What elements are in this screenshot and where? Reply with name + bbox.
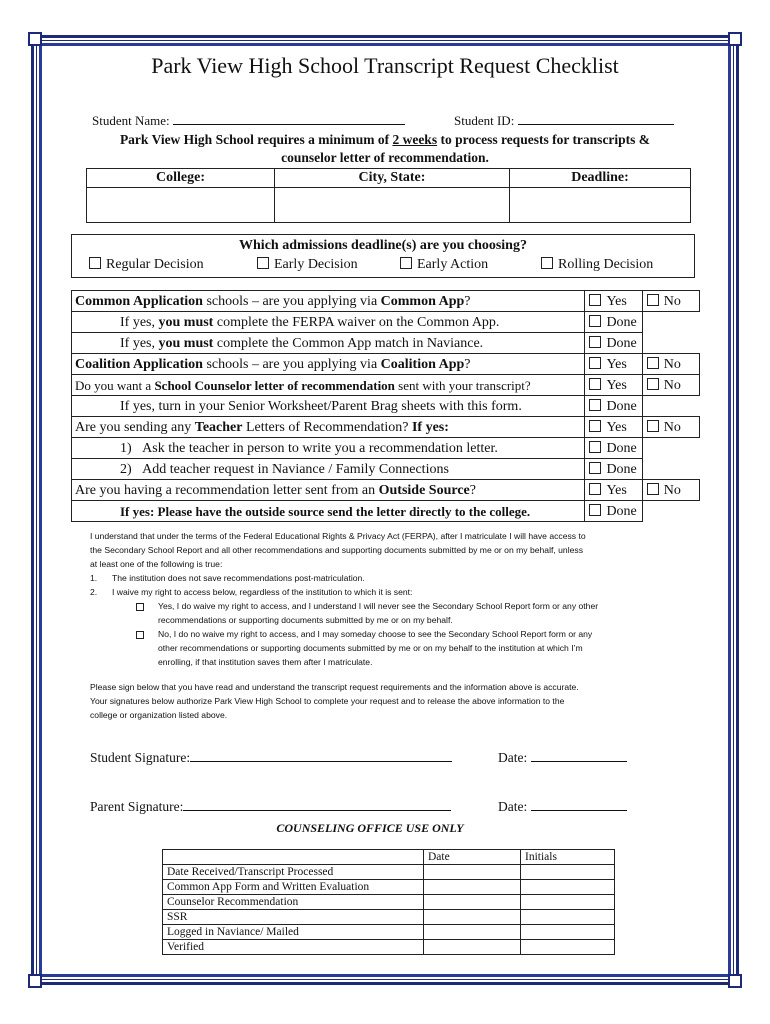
date-label: Date:	[498, 799, 531, 814]
checkbox[interactable]	[136, 603, 144, 611]
college-header: College:	[87, 169, 275, 188]
ferpa-intro-line: the Secondary School Report and all other recommendations and supporting documents submitted by me or on my behalf, unless	[90, 545, 583, 555]
table-row: Counselor Recommendation	[163, 895, 615, 910]
checkbox[interactable]	[541, 257, 553, 269]
checklist-row	[72, 438, 700, 459]
checkbox[interactable]	[647, 378, 659, 390]
deadline-question: Which admissions deadline(s) are you choosing?	[239, 238, 527, 253]
student-signature-row	[90, 748, 452, 766]
deadline-header: Deadline:	[510, 169, 691, 188]
checklist-row	[72, 417, 700, 438]
done-option[interactable]: Done	[585, 501, 642, 522]
city-state-cell[interactable]	[275, 188, 510, 223]
college-cell[interactable]	[87, 188, 275, 223]
yes-option[interactable]: Yes	[585, 291, 642, 312]
student-date-row	[498, 748, 627, 766]
question-counselor-letter: Do you want a School Counselor letter of recommendation sent with your transcript?	[72, 375, 585, 396]
parent-date-row	[498, 797, 627, 815]
date-column-header: Date	[424, 850, 521, 865]
parent-signature-row	[90, 797, 451, 815]
parent-signature-field[interactable]	[183, 797, 451, 811]
student-name-label: Student Name:	[92, 113, 173, 128]
option-early-decision[interactable]: Early Decision	[257, 257, 358, 273]
no-option[interactable]: No	[642, 354, 699, 375]
done-option[interactable]: Done	[585, 438, 642, 459]
instruction-ferpa-waiver: If yes, you must complete the FERPA waiver on the Common App.	[72, 312, 585, 333]
option-rolling-decision[interactable]: Rolling Decision	[541, 257, 653, 273]
checkbox[interactable]	[647, 420, 659, 432]
checkbox[interactable]	[589, 462, 601, 474]
checklist-row	[72, 333, 700, 354]
checkbox[interactable]	[400, 257, 412, 269]
checklist-row	[72, 480, 700, 501]
student-signature-field[interactable]	[190, 748, 452, 762]
checkbox[interactable]	[589, 294, 601, 306]
no-option[interactable]: No	[642, 480, 699, 501]
checkbox[interactable]	[647, 294, 659, 306]
requirement-prefix: Park View High School requires a minimum of	[119, 132, 393, 147]
corner-ornament	[28, 32, 42, 46]
instruction-brag-sheets: If yes, turn in your Senior Worksheet/Parent Brag sheets with this form.	[72, 396, 585, 417]
question-teacher-letters: Are you sending any Teacher Letters of Recommendation? If yes:	[72, 417, 585, 438]
deadline-choice-box	[71, 234, 695, 278]
option-early-action[interactable]: Early Action	[400, 257, 488, 273]
instruction-naviance-request: 2) Add teacher request in Naviance / Family Connections	[72, 459, 585, 480]
ferpa-section	[90, 529, 700, 722]
page-title: Park View High School Transcript Request Checklist	[151, 53, 619, 78]
student-name-row	[92, 111, 405, 129]
yes-option[interactable]: Yes	[585, 354, 642, 375]
yes-option[interactable]: Yes	[585, 480, 642, 501]
waive-no-option[interactable]: No, I do no waive my right to access, and I may someday choose to see the Secondary School Report form or any other recommendations or supporting documents submitted by me or on my behalf to the institution at which I’m enrolling, if that institution saves them after I matriculate.	[90, 627, 700, 669]
college-table	[86, 168, 691, 223]
checkbox[interactable]	[589, 378, 601, 390]
instruction-naviance-match: If yes, you must complete the Common App match in Naviance.	[72, 333, 585, 354]
parent-signature-label: Parent Signature:	[90, 799, 184, 814]
checkbox[interactable]	[647, 483, 659, 495]
done-option[interactable]: Done	[585, 333, 642, 354]
student-name-field[interactable]	[173, 111, 405, 125]
initials-column-header: Initials	[521, 850, 615, 865]
yes-option[interactable]: Yes	[585, 417, 642, 438]
checkbox[interactable]	[589, 357, 601, 369]
ferpa-item-2: 2. I waive my right to access below, regardless of the institution to which it is sent:	[90, 587, 413, 597]
requirement-weeks: 2 weeks	[392, 132, 438, 147]
city-state-header: City, State:	[275, 169, 510, 188]
ferpa-intro-line: at least one of the following is true:	[90, 559, 223, 569]
ferpa-intro-line: I understand that under the terms of the Federal Educational Rights & Privacy Act (FERPA), after I matriculate I will have access to	[90, 531, 586, 541]
checklist-row	[72, 291, 700, 312]
checklist-table	[71, 290, 700, 522]
no-option[interactable]: No	[642, 375, 699, 396]
checkbox[interactable]	[589, 420, 601, 432]
question-coalition-app: Coalition Application schools – are you applying via Coalition App?	[72, 354, 585, 375]
office-use-table	[162, 849, 615, 955]
no-option[interactable]: No	[642, 291, 699, 312]
checklist-row	[72, 312, 700, 333]
sign-instruction-line: Please sign below that you have read and understand the transcript request requirements and the information above is accurate.	[90, 682, 579, 692]
checkbox[interactable]	[589, 483, 601, 495]
checklist-row	[72, 501, 700, 522]
waive-yes-option[interactable]: Yes, I do waive my right to access, and I understand I will never see the Secondary School Report form or any other recommendations or supporting documents submitted by me or on my behalf.	[90, 599, 700, 627]
corner-ornament	[728, 32, 742, 46]
yes-option[interactable]: Yes	[585, 375, 642, 396]
question-outside-source: Are you having a recommendation letter sent from an Outside Source?	[72, 480, 585, 501]
checkbox[interactable]	[647, 357, 659, 369]
instruction-ask-teacher: 1) Ask the teacher in person to write you a recommendation letter.	[72, 438, 585, 459]
student-id-field[interactable]	[518, 111, 674, 125]
checkbox[interactable]	[589, 441, 601, 453]
requirement-line2: counselor letter of recommendation.	[281, 150, 489, 165]
checkbox[interactable]	[136, 631, 144, 639]
checklist-row	[72, 354, 700, 375]
student-id-label: Student ID:	[454, 113, 518, 128]
no-option[interactable]: No	[642, 417, 699, 438]
checklist-row	[72, 375, 700, 396]
table-row: Logged in Naviance/ Mailed	[163, 925, 615, 940]
corner-ornament	[28, 974, 42, 988]
checkbox[interactable]	[589, 315, 601, 327]
done-option[interactable]: Done	[585, 312, 642, 333]
checklist-row	[72, 459, 700, 480]
instruction-outside-source: If yes: Please have the outside source send the letter directly to the college.	[72, 501, 585, 522]
deadline-cell[interactable]	[510, 188, 691, 223]
question-common-app: Common Application schools – are you applying via Common App?	[72, 291, 585, 312]
ferpa-item-1: 1. The institution does not save recommendations post-matriculation.	[90, 573, 365, 583]
sign-instruction-line: Your signatures below authorize Park View High School to complete your request and to release the above information to the	[90, 696, 565, 706]
checkbox[interactable]	[89, 257, 101, 269]
checklist-row	[72, 396, 700, 417]
student-signature-label: Student Signature:	[90, 750, 191, 765]
checkbox[interactable]	[257, 257, 269, 269]
date-label: Date:	[498, 750, 531, 765]
table-row: SSR	[163, 910, 615, 925]
option-regular-decision[interactable]: Regular Decision	[89, 257, 204, 273]
checkbox[interactable]	[589, 336, 601, 348]
parent-date-field[interactable]	[531, 797, 627, 811]
table-row: Date Received/Transcript Processed	[163, 865, 615, 880]
table-row: Verified	[163, 940, 615, 955]
done-option[interactable]: Done	[585, 396, 642, 417]
corner-ornament	[728, 974, 742, 988]
checkbox[interactable]	[589, 504, 601, 516]
checkbox[interactable]	[589, 399, 601, 411]
student-id-row	[454, 111, 674, 129]
requirement-statement	[0, 131, 770, 167]
done-option[interactable]: Done	[585, 459, 642, 480]
requirement-suffix: to process requests for transcripts &	[437, 132, 651, 147]
office-use-heading: COUNSELING OFFICE USE ONLY	[276, 821, 464, 835]
sign-instruction-line: college or organization listed above.	[90, 710, 228, 720]
table-row: Common App Form and Written Evaluation	[163, 880, 615, 895]
student-date-field[interactable]	[531, 748, 627, 762]
